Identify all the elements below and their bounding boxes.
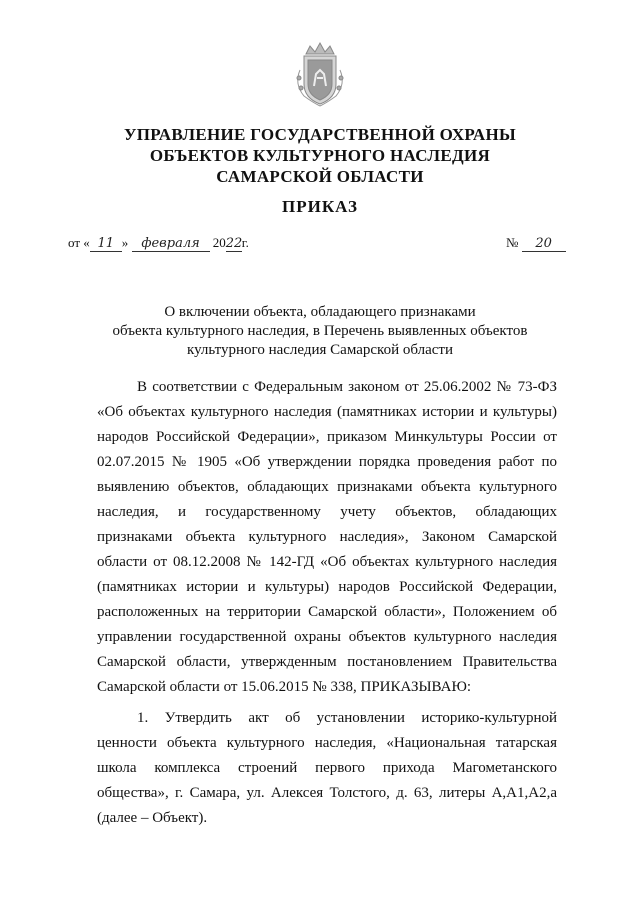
date-year-end: г. — [241, 235, 249, 250]
coat-of-arms-icon — [290, 40, 350, 108]
date-prefix: от « — [68, 235, 90, 250]
subject-line-3: культурного наследия Самарской области — [187, 342, 453, 358]
agency-name — [40, 124, 600, 187]
date-day: 11 — [90, 237, 122, 252]
order-date — [68, 235, 249, 252]
document-title: ПРИКАЗ — [282, 197, 358, 216]
agency-line-2: ОБЪЕКТОВ КУЛЬТУРНОГО НАСЛЕДИЯ — [149, 146, 491, 165]
date-year-suffix: 22 — [225, 236, 243, 251]
agency-line-3: САМАРСКОЙ ОБЛАСТИ — [216, 167, 424, 186]
order-subject — [90, 303, 550, 360]
date-year-prefix: 20 — [212, 235, 226, 250]
clause-1-paragraph: 1. Утвердить акт об установлении историко-культурной ценности объекта культурного наследия, «Национальная татарская школа комплекса строений первого прихода Магометанского общества», г. Самара, ул. Алексея Толстого, д. 63, литеры А,А1,А2,а (далее – Объект). — [97, 710, 557, 826]
order-body — [97, 375, 557, 831]
subject-line-2: объекта культурного наследия, в Перечень выявленных объектов — [112, 323, 528, 339]
order-number — [506, 235, 566, 252]
date-month: февраля — [132, 237, 210, 252]
agency-line-1: УПРАВЛЕНИЕ ГОСУДАРСТВЕННОЙ ОХРАНЫ — [123, 125, 517, 144]
date-mid: » — [121, 235, 129, 250]
subject-line-1: О включении объекта, обладающего признаками — [164, 304, 476, 320]
preamble-paragraph: В соответствии с Федеральным законом от 25.06.2002 № 73-ФЗ «Об объектах культурного наследия (памятниках истории и культуры) народов Российской Федерации», приказом Минкультуры России от 02.07.2015 № 1905 «Об утверждении порядка проведения работ по выявлению объектов, обладающих признаками объекта культурного наследия, и государственному учету объектов, обладающих признаками объекта культурного наследия», Законом Самарской области от 08.12.2008 № 142-ГД «Об объектах культурного наследия (памятниках истории и культуры) народов Российской Федерации, расположенных на территории Самарской области», Положением об управлении государственной охраны объектов культурного наследия Самарской области, утвержденным постановлением Правительства Самарской области от 15.06.2015 № 338, ПРИКАЗЫВАЮ: — [97, 379, 557, 695]
number-value: 20 — [522, 237, 566, 252]
number-label: № — [506, 235, 519, 250]
